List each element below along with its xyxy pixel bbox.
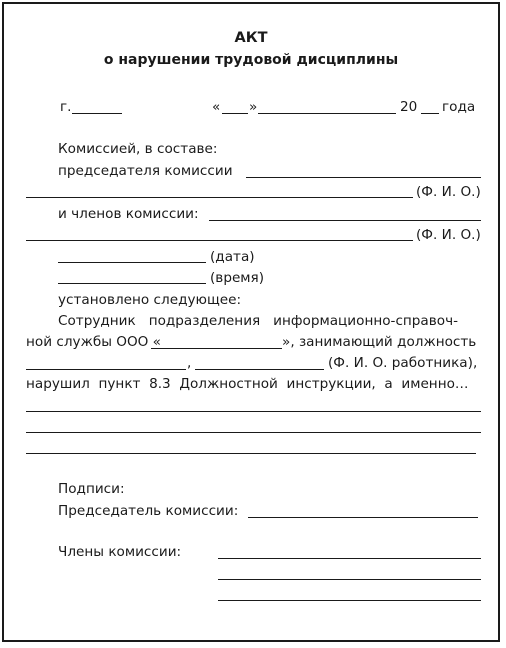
- time-label: (время): [210, 270, 265, 286]
- description-line-2: [26, 432, 481, 433]
- member-sign-blank-1: [218, 558, 481, 559]
- chairman-label: председателя комиссии: [58, 163, 233, 179]
- date-open-quote: «: [212, 99, 221, 115]
- members-fio-blank: [26, 240, 413, 241]
- members-sign-label: Члены комиссии:: [58, 544, 182, 560]
- act-document: [2, 2, 500, 642]
- established-label: установлено следующее:: [58, 292, 242, 308]
- position-blank: [26, 369, 186, 370]
- year-blank: [421, 113, 439, 114]
- member-sign-blank-3: [218, 600, 481, 601]
- body-line-3-comma: ,: [187, 355, 192, 371]
- chairman-sign-blank: [248, 517, 478, 518]
- date-blank: [58, 262, 206, 263]
- body-line-1: Сотрудник подразделения информационно-справоч-: [58, 313, 459, 329]
- chairman-fio-label: (Ф. И. О.): [416, 184, 481, 200]
- employee-fio-blank: [195, 369, 324, 370]
- body-line-3-label: (Ф. И. О. работника),: [328, 355, 478, 371]
- commission-intro: Комиссией, в составе:: [58, 141, 218, 157]
- day-blank: [222, 113, 248, 114]
- body-line-2-end: », занимающий должность: [282, 334, 477, 350]
- body-line-4: нарушил пункт 8.3 Должностной инструкции, а именно…: [26, 376, 469, 392]
- date-close-quote: »: [249, 99, 258, 115]
- month-blank: [258, 113, 396, 114]
- year-prefix: 20: [400, 99, 418, 115]
- chairman-sign-label: Председатель комиссии:: [58, 503, 239, 519]
- description-line-1: [26, 411, 481, 412]
- members-fio-label: (Ф. И. О.): [416, 227, 481, 243]
- city-blank: [72, 113, 122, 114]
- signatures-label: Подписи:: [58, 481, 125, 497]
- document-subtitle: о нарушении трудовой дисциплины: [103, 52, 399, 68]
- member-sign-blank-2: [218, 579, 481, 580]
- document-title: АКТ: [234, 30, 268, 46]
- city-prefix: г.: [60, 99, 72, 115]
- department-blank: [151, 348, 282, 349]
- members-blank: [209, 220, 481, 221]
- date-label: (дата): [210, 249, 255, 265]
- members-label: и членов комиссии:: [58, 206, 199, 222]
- chairman-fio-blank: [26, 197, 413, 198]
- body-line-2-start: ной службы ООО «: [26, 334, 161, 350]
- time-blank: [58, 283, 206, 284]
- chairman-blank: [246, 177, 481, 178]
- year-suffix: года: [442, 99, 476, 115]
- description-line-3: [26, 453, 476, 454]
